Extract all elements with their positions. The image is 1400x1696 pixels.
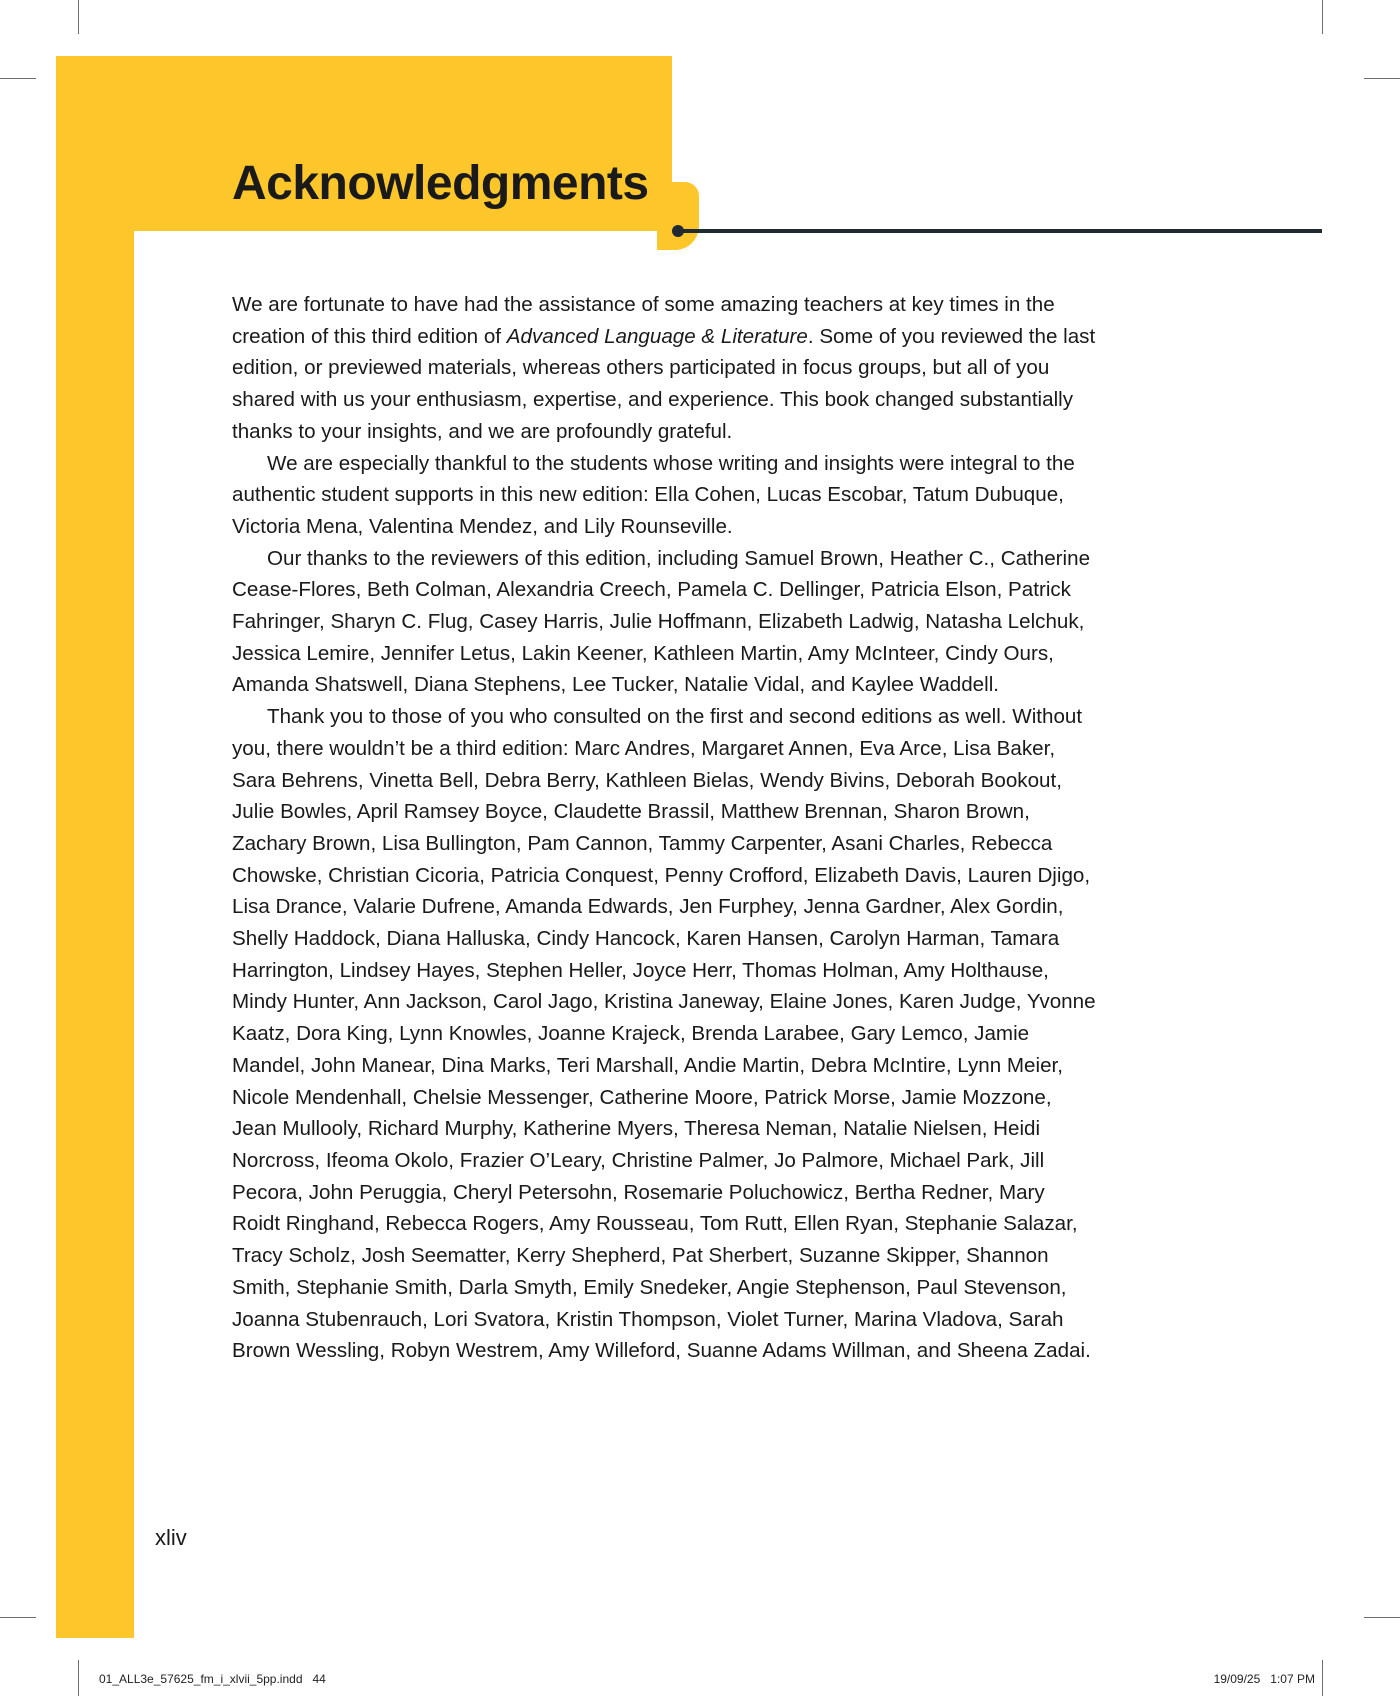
slug-filename: 01_ALL3e_57625_fm_i_xlvii_5pp.indd 44 — [99, 1672, 326, 1686]
paragraph-intro-start: We are fortunate to have had the assistance of some amazing teachers at key times in the creation of this third edition of — [232, 293, 1055, 348]
slug-spacer — [1260, 1672, 1270, 1686]
paragraph-intro — [232, 289, 1098, 448]
slug-time: 1:07 PM — [1270, 1672, 1315, 1686]
page-title: Acknowledgments — [232, 157, 649, 210]
heading-tab — [657, 182, 699, 250]
crop-mark-right-upper — [1364, 78, 1400, 79]
crop-mark-left-upper — [0, 78, 36, 79]
left-yellow-margin-bar — [56, 56, 134, 1638]
crop-mark-top-right — [1322, 0, 1323, 34]
paragraph-intro-end: . Some of you reviewed the last edition, or previewed materials, whereas others participated in focus groups, but all of you shared with us your enthusiasm, expertise, and experience. This book changed substantially thanks to your insights, and we are profoundly grateful. — [232, 324, 1096, 443]
heading-rule — [678, 229, 1322, 233]
book-title: Advanced Language & Literature — [506, 324, 808, 348]
paragraph-consultants: Thank you to those of you who consulted on the first and second editions as well. Without you, there wouldn’t be a third edition: Marc Andres, Margaret Annen, Eva Arce, Lisa Baker, Sara Behrens, Vinetta Bell, Debra Berry, Kathleen Bielas, Wendy Bivins, Deborah Bookout, Julie Bowles, April Ramsey Boyce, Claudette Brassil, Matthew Brennan, Sharon Brown, Zachary Brown, Lisa Bullington, Pam Cannon, Tammy Carpenter, Asani Charles, Rebecca Chowske, Christian Cicoria, Patricia Conquest, Penny Crofford, Elizabeth Davis, Lauren Djigo, Lisa Drance, Valarie Dufrene, Amanda Edwards, Jen Furphey, Jenna Gardner, Alex Gordin, Shelly Haddock, Diana Halluska, Cindy Hancock, Karen Hansen, Carolyn Harman, Tamara Harrington, Lindsey Hayes, Stephen Heller, Joyce Herr, Thomas Holman, Amy Holthause, Mindy Hunter, Ann Jackson, Carol Jago, Kristina Janeway, Elaine Jones, Karen Judge, Yvonne Kaatz, Dora King, Lynn Knowles, Joanne Krajeck, Brenda Larabee, Gary Lemco, Jamie Mandel, John Manear, Dina Marks, Teri Marshall, Andie Martin, Debra McIntire, Lynn Meier, Nicole Mendenhall, Chelsie Messenger, Catherine Moore, Patrick Morse, Jamie Mozzone, Jean Mullooly, Richard Murphy, Katherine Myers, Theresa Neman, Natalie Nielsen, Heidi Norcross, Ifeoma Okolo, Frazier O’Leary, Christine Palmer, Jo Palmore, Michael Park, Jill Pecora, John Peruggia, Cheryl Petersohn, Rosemarie Poluchowicz, Bertha Redner, Mary Roidt Ringhand, Rebecca Rogers, Amy Rousseau, Tom Rutt, Ellen Ryan, Stephanie Salazar, Tracy Scholz, Josh Seematter, Kerry Shepherd, Pat Sherbert, Suzanne Skipper, Shannon Smith, Stephanie Smith, Darla Smyth, Emily Snedeker, Angie Stephenson, Paul Stevenson, Joanna Stubenrauch, Lori Svatora, Kristin Thompson, Violet Turner, Marina Vladova, Sarah Brown Wessling, Robyn Westrem, Amy Willeford, Suanne Adams Willman, and Sheena Zadai. — [232, 705, 1096, 1363]
crop-mark-right-lower — [1364, 1617, 1400, 1618]
acknowledgments-body — [232, 289, 1098, 1367]
crop-mark-top-left — [78, 0, 79, 34]
crop-mark-bottom-left — [78, 1660, 79, 1696]
slug-date: 19/09/25 — [1213, 1672, 1261, 1686]
slug-datetime — [1214, 1672, 1315, 1686]
paragraph-students: We are especially thankful to the students whose writing and insights were integral to the authentic student supports in this new edition: Ella Cohen, Lucas Escobar, Tatum Dubuque, Victoria Mena, Valentina Mendez, and Lily Rounseville. — [232, 451, 1075, 538]
paragraph-reviewers: Our thanks to the reviewers of this edition, including Samuel Brown, Heather C., Catherine Cease-Flores, Beth Colman, Alexandria Creech, Pamela C. Dellinger, Patricia Elson, Patrick Fahringer, Sharyn C. Flug, Casey Harris, Julie Hoffmann, Elizabeth Ladwig, Natasha Lelchuk, Jessica Lemire, Jennifer Letus, Lakin Keener, Kathleen Martin, Amy McInteer, Cindy Ours, Amanda Shatswell, Diana Stephens, Lee Tucker, Natalie Vidal, and Kaylee Waddell. — [232, 546, 1091, 697]
heading-rule-dot — [672, 225, 684, 237]
crop-mark-bottom-right — [1322, 1660, 1323, 1696]
crop-mark-left-lower — [0, 1617, 36, 1618]
page-number: xliv — [155, 1525, 187, 1550]
